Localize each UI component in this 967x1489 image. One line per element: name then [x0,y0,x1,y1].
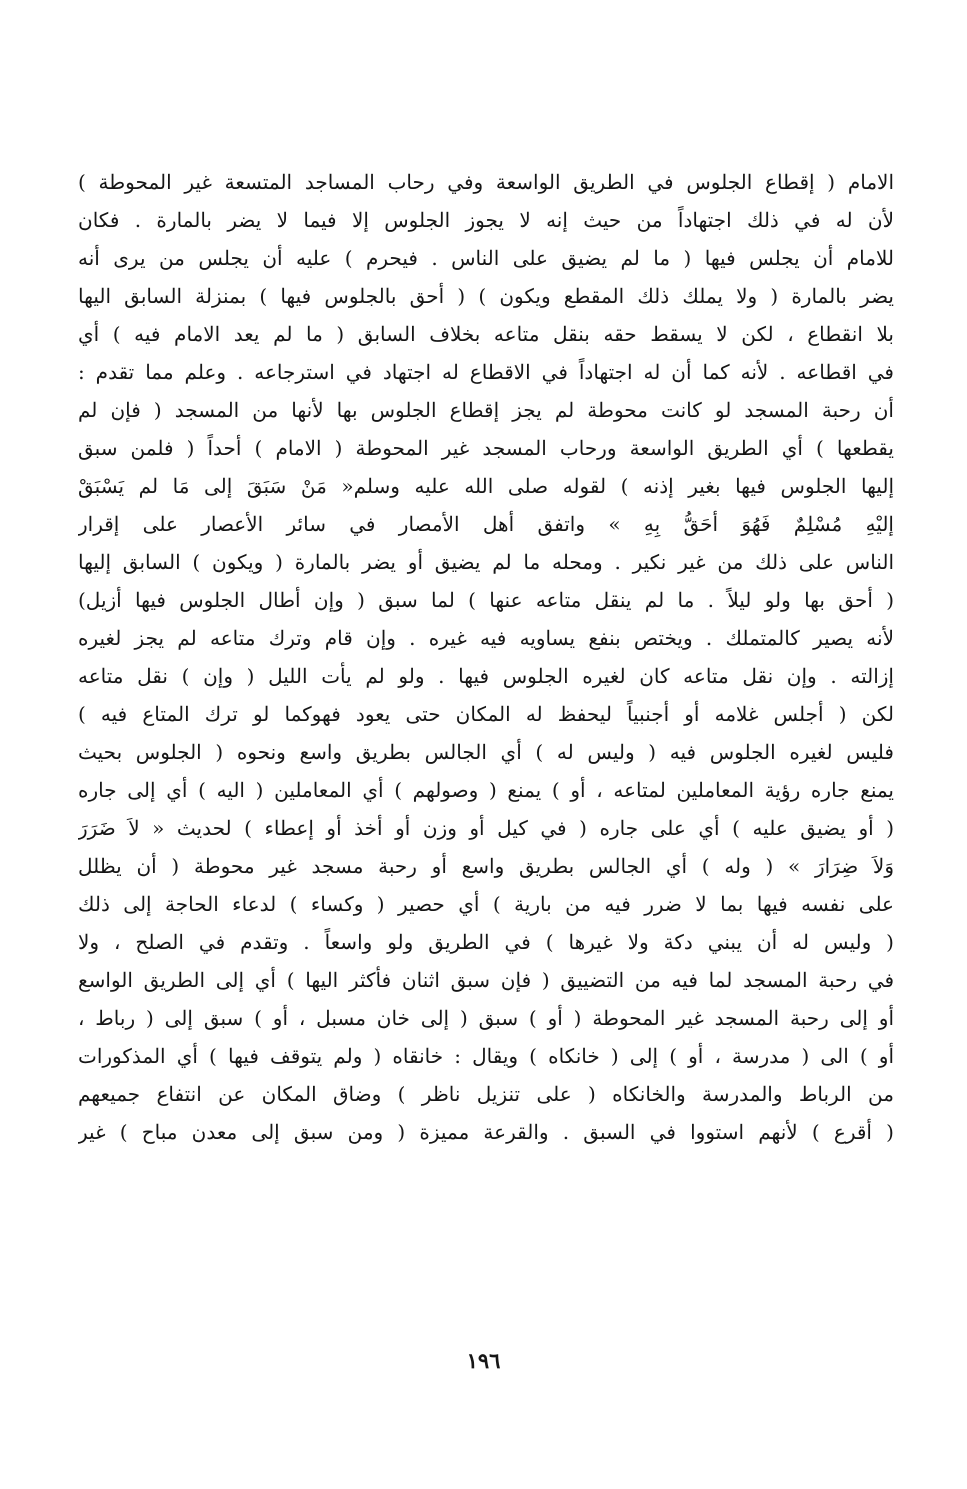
text-line: أو ) الى ( مدرسة ، أو ) إلى ( خانكاه ) ويقال : خانقاه ( ولم يتوقف فيها ) أي المذكورات [78,1044,894,1068]
text-line: إزالته . وإن نقل متاعه كان لغيره الجلوس فيها . ولو لم يأت الليل ( وإن ) نقل متاعه [78,664,894,688]
body-text [78,163,894,1151]
text-line: ( وليس له أن يبني دكة ولا غيرها ) في الطريق ولو واسعاً . وتقدم في الصلح ، ولا [78,930,894,954]
text-line: أو إلى رحبة المسجد غير المحوطة ( أو ) سبق ( إلى خان مسبل ، أو ) سبق إلى ( رباط ، [78,1006,894,1030]
text-line: أن رحبة المسجد لو كانت محوطة لم يجز إقطاع الجلوس بها لأنها من المسجد ( فإن لم [78,398,894,422]
text-line: ( أحق بها ولو ليلاً . ما لم ينقل متاعه عنها ) لما سبق ( وإن أطال الجلوس فيها أزيل) [78,588,894,612]
text-line: ( أقرع ) لأنهم استووا في السبق . والقرعة مميزة ( ومن سبق إلى معدن مباح ) غير [78,1120,894,1144]
text-line: في اقطاعه . لأنه كما أن له اجتهاداً في الاقطاع له اجتهاد في استرجاعه . وعلم مما تقدم : [78,360,894,384]
text-line: الناس على ذلك من غير نكير . ومحله ما لم يضيق أو يضر بالمارة ( ويكون ) السابق إليها [78,550,894,574]
text-line: للامام أن يجلس فيها ( ما لم يضيق على الناس . فيحرم ) عليه أن يجلس من يرى أنه [78,246,894,270]
text-line: الامام ( إقطاع الجلوس في الطريق الواسعة وفي رحاب المساجد المتسعة غير المحوطة ) [78,170,894,194]
text-line: لأن له في ذلك اجتهاداً من حيث إنه لا يجوز الجلوس إلا فيما لا يضر بالمارة . فكان [78,208,894,232]
text-line: لأنه يصير كالمتملك . ويختص بنفع يساويه فيه غيره . وإن قام وترك متاعه لم يجز لغيره [78,626,894,650]
text-line: في رحبة المسجد لما فيه من التضييق ( فإن سبق اثنان فأكثر اليها ) أي إلى الطريق الواسع [78,968,894,992]
text-line: يضر بالمارة ( ولا يملك ذلك المقطع ويكون ) ( أحق بالجلوس فيها ) بمنزلة السابق اليها [78,284,894,308]
text-line: فليس لغيره الجلوس فيه ( وليس له ) أي الجالس بطريق واسع ونحوه ( الجلوس بحيث [78,740,894,764]
text-line: بلا انقطاع ، لكن لا يسقط حقه بنقل متاعه بخلاف السابق ( ما لم يعد الامام فيه ) أي [78,322,894,346]
page-number: ١٩٦ [466,1348,501,1373]
text-line: من الرباط والمدرسة والخانكاه ( على تنزيل ناظر ) وضاق المكان عن انتفاع جميعهم [78,1082,894,1106]
text-line: لكن ( أجلس غلامه أو أجنبياً ليحفظ له المكان حتى يعود فهوكما لو ترك المتاع فيه ) [78,702,894,726]
text-line: على نفسه فيها بما لا ضرر فيه من بارية ) أي حصير ( وكساء ) لدعاء الحاجة إلى ذلك [78,892,894,916]
text-line: إليْهِ مُسْلِمٌ فَهُوَ أحَقُّ بِهِ » واتفق أهل الأمصار في سائر الأعصار على إقرار [78,512,894,536]
text-line: يمنع جاره رؤية المعاملين لمتاعه ، أو ) يمنع ( وصولهم ) أي المعاملين ( اليه ) أي إلى جاره [78,778,894,802]
text-line: وَلاَ ضِرَارَ » ( وله ) أي الجالس بطريق واسع أو رحبة مسجد غير محوطة ( أن يظلل [78,854,894,878]
text-line: إليها الجلوس فيها بغير إذنه ) لقوله صلى الله عليه وسلم« مَنْ سَبَقَ إلى مَا لم يَسْبَقْ [78,474,894,498]
text-line: يقطعها ) أي الطريق الواسعة ورحاب المسجد غير المحوطة ( الامام ) أحداً ( فلمن سبق [78,436,894,460]
text-line: ( أو يضيق عليه ) أي على جاره ( في كيل أو وزن أو أخذ أو إعطاء ) لحديث « لاَ ضَرَرَ [78,816,894,840]
